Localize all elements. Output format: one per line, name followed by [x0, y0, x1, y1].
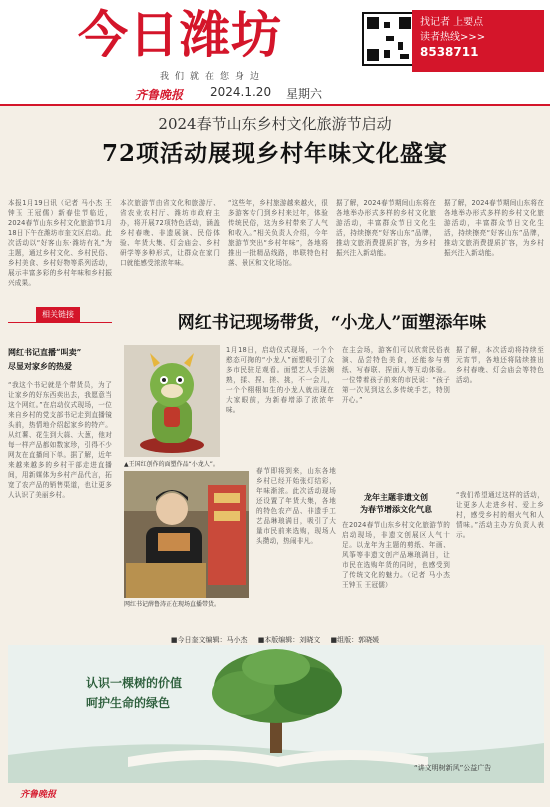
lead-body-col-5: 据了解，2024春节期间山东将在各地举办形式多样的乡村文化旅游活动，丰富群众节日文化生活，持续擦亮“好客山东”品牌，推动文旅消费提质扩容，为乡村振兴注入新动能。	[444, 199, 544, 257]
ad-slogan-line1: 认识一棵树的价值	[86, 676, 183, 690]
story2-subhead-a: 龙年主题非遗文创	[364, 492, 428, 502]
story2-col-1: 1月18日，启动仪式现场，一个个憨态可掬的“小龙人”面塑吸引了众多市民驻足观看。面塑艺人手法娴熟，揉、捏、搓、挑，不一会儿，一个个栩栩如生的小龙人就出现在大家眼前，为新春增添了浓浓年味。	[226, 346, 334, 414]
hotline-line2: 读者热线>>>	[420, 32, 486, 43]
sidebar-divider	[8, 322, 112, 323]
ad-footer-label: “讲文明树新风”公益广告	[414, 764, 492, 772]
qr-code-icon[interactable]	[362, 12, 416, 66]
livestream-photo	[124, 471, 249, 598]
story2-col-5: 据了解，本次活动将持续至元宵节，各地还将陆续推出乡村春晚、灯会庙会等特色活动。	[456, 346, 544, 384]
masthead-divider	[0, 104, 550, 106]
issue-weekday: 星期六	[286, 87, 323, 101]
masthead-title: 今日潍坊	[78, 6, 282, 64]
public-service-ad	[8, 645, 544, 783]
masthead	[0, 0, 550, 106]
masthead-slogan: 我们就在您身边	[160, 72, 266, 82]
sidebar-headline: 网红书记直播“叫卖”	[8, 347, 82, 357]
credit-proof: ■组版：郭晓媛	[330, 636, 380, 644]
lead-body-col-3: “这些年，乡村旅游越来越火，很多游客专门到乡村来过年，体验传统民俗，这为乡村带来了人气和收入。”相关负责人介绍，今年旅游节突出“乡村年味”，各地将推出一批精品线路，串联特色村落、景区和文化场馆。	[228, 199, 328, 267]
sidebar-subheadline: 尽显对家乡的热爱	[8, 361, 72, 371]
lead-headline: 72项活动展现乡村年味文化盛宴	[101, 140, 448, 167]
story2-col-2: 春节即将到来，山东各地乡村已经开始张灯结彩，年味渐浓。此次活动现场还设置了年货大集，各地的特色农产品、非遗手工艺品琳琅满目，吸引了大量市民前来选购，现场人头攒动，热闹非凡。	[256, 467, 336, 545]
lead-body-col-4: 据了解，2024春节期间山东将在各地举办形式多样的乡村文化旅游活动，丰富群众节日文化生活，持续擦亮“好客山东”品牌，推动文旅消费提质扩容，为乡村振兴注入新动能。	[336, 199, 436, 257]
story2-col-6: “我们希望通过这样的活动，让更多人走进乡村、爱上乡村，感受乡村的烟火气和人情味。”活动主办方负责人表示。	[456, 491, 544, 539]
story2-col-4: 在2024春节山东乡村文化旅游节的启动现场，非遗文创展区人气十足。以龙年为主题的剪纸、年画、风筝等非遗文创产品琳琅满目，让市民在选购年货的同时，也感受到了传统文化的魅力。（记者 马小杰 王钟玉 王冠儒）	[342, 521, 450, 589]
page-credits	[0, 635, 550, 645]
story2-headline: 网红书记现场带货，“小龙人”面塑添年味	[177, 313, 487, 333]
credit-editor: ■今日奎文编辑：马小杰	[170, 636, 248, 644]
related-links-label: 相关链接	[36, 307, 80, 322]
dragon-figurine-photo	[124, 345, 220, 457]
ad-slogan-line2: 呵护生命的绿色	[86, 696, 171, 710]
sidebar-body: “我这个书记就是个带货员，为了让家乡的好东西卖出去，我愿意当这个网红。”在启动仪式现场，一位来自乡村的党支部书记走到直播镜头前，热情地介绍起家乡的特产。从红薯、花生到大蒜、大葱，他对每一样产品都如数家珍，引得不少网友在直播间下单。据了解，近年来越来越多的乡村干部走进直播间，用新媒体为乡村产品代言，拓宽了农产品的销售渠道，也让更多人认识了美丽乡村。	[8, 381, 112, 499]
hotline-number: 8538711	[420, 45, 479, 59]
photo1-caption: ▲王国红创作的面塑作品“小龙人”。	[124, 461, 219, 468]
lead-body-col-1: 本报1月19日讯（记者 马小杰 王钟玉 王冠儒）新春佳节临近，2024春节山东乡村文化旅游节1月18日下午在潍坊市奎文区启动。此次活动以“好客山东·潍坊有礼”为主题，通过乡村文化、乡村民俗、乡村美食、乡村好物等系列活动，展示丰富多彩的乡村年味和乡村振兴成果。	[8, 199, 112, 287]
photo2-caption: 网红书记薛鲁涛正在现场直播带货。	[124, 601, 221, 608]
credit-design: ■本版编辑：刘晓文	[257, 636, 321, 644]
lead-kicker: 2024春节山东乡村文化旅游节启动	[158, 115, 392, 133]
hotline-line1: 找记者 上要点	[420, 17, 484, 28]
lead-body-col-2: 本次旅游节由省文化和旅游厅、省农业农村厅、潍坊市政府主办，将开展72项特色活动，涵盖乡村春晚、非遗展演、民俗体验、年货大集、灯会庙会、乡村研学等多种形式，让群众在家门口就能感受浓浓年味。	[120, 199, 220, 267]
newspaper-brand: 齐鲁晚报	[135, 88, 184, 102]
issue-date: 2024.1.20	[210, 85, 272, 99]
story2-col-3: 在主会场，游客们可以欣赏民俗表演、品尝特色美食，还能参与剪纸、写春联、捏面人等互动体验。一位带着孩子前来的市民说：“孩子第一次见到这么多传统手艺，特别开心。”	[342, 346, 450, 404]
footer-brand: 齐鲁晚报	[20, 790, 57, 800]
story2-subhead-b: 为春节增添文化气息	[360, 504, 432, 514]
reader-hotline-panel	[412, 10, 544, 72]
